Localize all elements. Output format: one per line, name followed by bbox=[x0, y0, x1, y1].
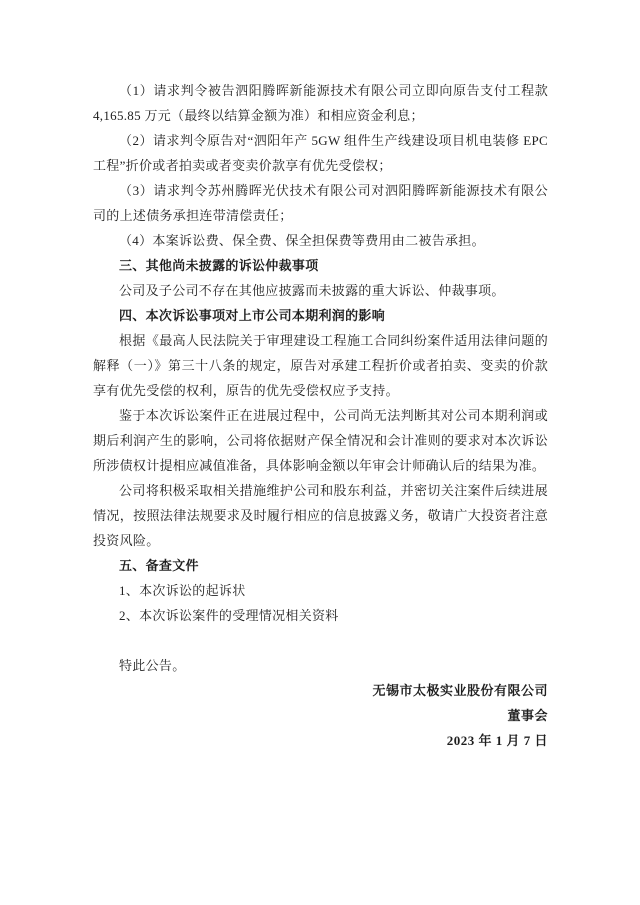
claim-item-1: （1）请求判令被告泗阳腾晖新能源技术有限公司立即向原告支付工程款 4,165.85 万元（最终以结算金额为准）和相应资金利息； bbox=[93, 83, 548, 123]
section3-body: 公司及子公司不存在其他应披露而未披露的重大诉讼、仲裁事项。 bbox=[119, 283, 505, 298]
section-heading-other-undisclosed-litigation: 三、其他尚未披露的诉讼仲裁事项 bbox=[119, 258, 319, 273]
reference-document-item-1: 1、本次诉讼的起诉状 bbox=[119, 583, 246, 598]
signature-company-name: 无锡市太极实业股份有限公司 bbox=[372, 683, 548, 698]
claim-item-2: （2）请求判令原告对“泗阳年产 5GW 组件生产线建设项目机电装修 EPC 工程”折价或者拍卖或者变卖价款享有优先受偿权； bbox=[93, 133, 548, 173]
section4-paragraph-1: 根据《最高人民法院关于审理建设工程施工合同纠纷案件适用法律问题的解释（一）》第三十八条的规定，原告对承建工程折价或者拍卖、变卖的价款享有优先受偿的权利，原告的优先受偿权应予支持。 bbox=[93, 333, 548, 398]
section-heading-profit-impact: 四、本次诉讼事项对上市公司本期利润的影响 bbox=[119, 308, 386, 323]
claim-item-4: （4）本案诉讼费、保全费、保全担保费等费用由二被告承担。 bbox=[119, 233, 485, 248]
signature-date: 2023 年 1 月 7 日 bbox=[446, 733, 548, 748]
signature-block bbox=[93, 678, 548, 753]
blank-line-spacer bbox=[93, 628, 548, 653]
section-heading-reference-documents: 五、备查文件 bbox=[119, 558, 199, 573]
signature-issuer: 董事会 bbox=[507, 708, 548, 723]
section4-paragraph-2: 鉴于本次诉讼案件正在进展过程中，公司尚无法判断其对公司本期利润或期后利润产生的影响，公司将依据财产保全情况和会计准则的要求对本次诉讼所涉债权计提相应减值准备，具体影响金额以年审会计师确认后的结果为准。 bbox=[93, 408, 548, 473]
claim-item-3: （3）请求判令苏州腾晖光伏技术有限公司对泗阳腾晖新能源技术有限公司的上述债务承担连带清偿责任； bbox=[93, 183, 548, 223]
closing-statement: 特此公告。 bbox=[119, 658, 186, 673]
reference-document-item-2: 2、本次诉讼案件的受理情况相关资料 bbox=[119, 608, 339, 623]
section4-paragraph-3: 公司将积极采取相关措施维护公司和股东利益，并密切关注案件后续进展情况，按照法律法规要求及时履行相应的信息披露义务，敬请广大投资者注意投资风险。 bbox=[93, 483, 548, 548]
